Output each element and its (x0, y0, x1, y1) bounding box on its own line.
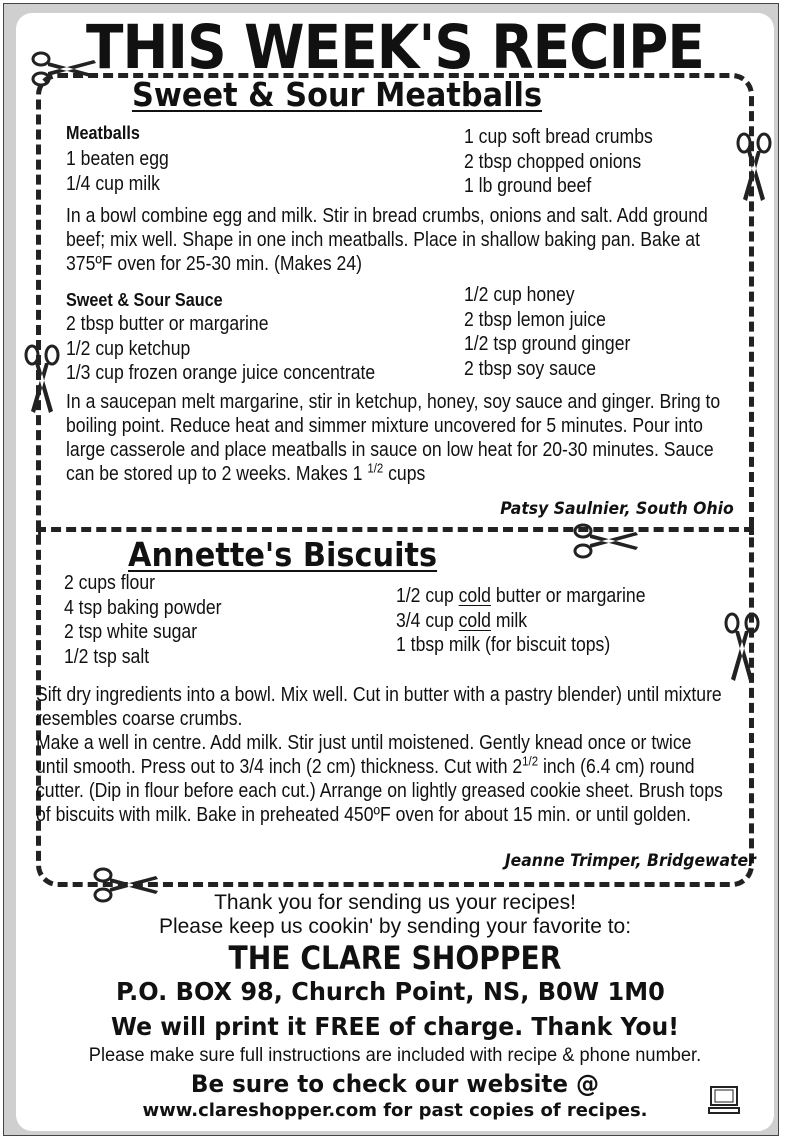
ingredient-text: 3/4 cup (396, 609, 459, 632)
ingredient-emphasis: cold (458, 585, 491, 607)
page-frame (3, 3, 779, 1136)
ingredient-text: milk (490, 609, 528, 632)
ingredient: 2 tbsp chopped onions (464, 150, 642, 173)
footer-free: We will print it FREE of charge. Thank You! (111, 1012, 679, 1041)
footer-url-line: www.clareshopper.com for past copies of recipes. (142, 1100, 648, 1121)
ingredient: 1 lb ground beef (464, 175, 592, 197)
ingredient-text: 1 tbsp milk (for biscuit tops) (396, 634, 611, 656)
ingredient: 2 tsp white sugar (64, 621, 198, 643)
makes-unit: cups (388, 463, 426, 485)
biscuit-ingredients-left (64, 571, 222, 669)
ingredient: 1/2 tsp ground ginger (464, 333, 631, 355)
recipe1-credit: Patsy Saulnier, South Ohio (500, 499, 734, 519)
ingredient (396, 633, 645, 658)
biscuit-instructions-1: Sift dry ingredients into a bowl. Mix well. Cut in butter with a pastry blender) until mixture resembles coarse crumbs. (36, 684, 722, 730)
sauce-heading: Sweet & Sour Sauce (66, 290, 223, 310)
ingredient-text: butter or margarine (490, 585, 646, 607)
footer-note: Please make sure full instructions are included with recipe & phone number. (88, 1045, 702, 1066)
cutter-fraction: 1/2 (522, 753, 539, 769)
sauce-ingredients-right (464, 283, 630, 381)
meatballs-heading: Meatballs (66, 123, 140, 143)
ingredient: 2 cups flour (64, 572, 155, 594)
footer-keep: Please keep us cookin' by sending your favorite to: (158, 915, 632, 938)
sauce-instructions (66, 390, 726, 486)
ingredient: 4 tsp baking powder (64, 596, 222, 619)
recipe2-credit: Jeanne Trimper, Bridgewater (504, 851, 756, 871)
recipe2-title: Annette's Biscuits (128, 535, 438, 574)
scissors-icon (722, 611, 762, 683)
footer-org: THE CLARE SHOPPER (228, 939, 562, 977)
footer-address: P.O. BOX 98, Church Point, NS, B0W 1M0 (116, 977, 665, 1006)
meatballs-instructions: In a bowl combine egg and milk. Stir in bread crumbs, onions and salt. Add ground beef; mix well. Shape in one inch meatballs. Place in shallow baking pan. Bake at 375ºF oven for 25-30 min. (Makes 24) (66, 205, 708, 275)
biscuit-instructions-2 (36, 731, 727, 827)
ingredient (396, 609, 645, 634)
page-title: THIS WEEK'S RECIPE (85, 12, 705, 83)
footer-thanks: Thank you for sending us your recipes! (214, 891, 576, 914)
sauce-instructions-text: In a saucepan melt margarine, stir in ketchup, honey, soy sauce and ginger. Bring to boiling point. Reduce heat and simmer mixture uncovered for 5 minutes. Pour into large casserole and place meatballs in sauce on low heat for 20-30 minutes. Sauce can be stored up to 2 weeks. Makes 1 (66, 391, 721, 485)
ingredient: 1/2 cup ketchup (66, 337, 191, 360)
ingredient: 2 tbsp lemon juice (464, 308, 606, 331)
recipe-card (16, 13, 774, 1131)
scissors-icon (30, 49, 100, 89)
meatballs-ingredients-right (464, 125, 653, 199)
ingredient: 2 tbsp butter or margarine (66, 313, 269, 335)
ingredient: 1/2 cup honey (464, 284, 575, 306)
ingredient (396, 584, 645, 609)
scissors-icon (734, 131, 774, 203)
ingredient: 1/4 cup milk (66, 172, 160, 195)
ingredient-emphasis: cold (458, 609, 491, 632)
recipe1-title: Sweet & Sour Meatballs (132, 75, 543, 114)
sauce-ingredients-left (66, 312, 375, 386)
scissors-icon (572, 521, 642, 561)
computer-icon (708, 1085, 740, 1115)
ingredient: 1/3 cup frozen orange juice concentrate (66, 362, 376, 384)
makes-fraction: 1/2 (367, 460, 384, 476)
scissors-icon (22, 343, 62, 415)
footer-website-line: Be sure to check our website @ (190, 1070, 600, 1098)
ingredient-text: 1/2 cup (396, 585, 459, 607)
biscuit-ingredients-right (396, 584, 645, 658)
ingredient: 1 cup soft bread crumbs (464, 126, 653, 148)
ingredient: 1/2 tsp salt (64, 645, 150, 668)
ingredient: 1 beaten egg (66, 148, 169, 170)
instructions-text: inch (6.4 cm) round cutter. (Dip in flour before each cut.) Arrange on lightly greased cookie sheet. Brush tops of biscuits with milk. Bake in preheated 450ºF oven for about 15 min. or until golden. (36, 756, 723, 826)
meatballs-ingredients-left (66, 147, 169, 196)
ingredient: 2 tbsp soy sauce (464, 357, 597, 380)
instructions-text: Make a well in centre. Add milk. Stir just until moistened. Gently knead once or twice until smooth. Press out to 3/4 inch (2 cm) thickness. Cut with 2 (36, 732, 692, 778)
